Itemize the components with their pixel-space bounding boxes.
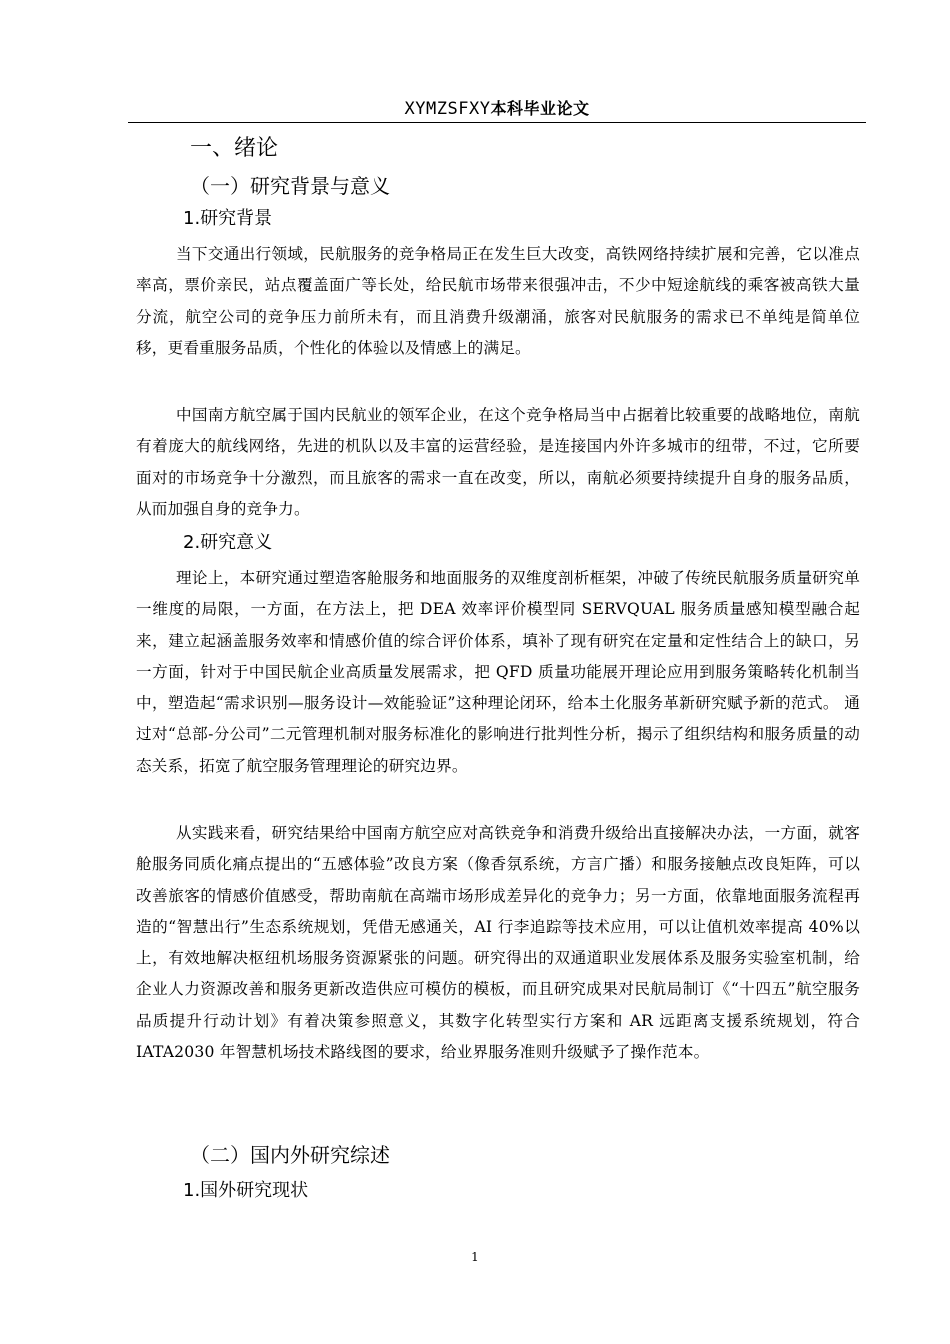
subsection-title-research-background: 1.研究背景 — [183, 208, 273, 229]
subsection-title-foreign-research: 1.国外研究现状 — [183, 1180, 309, 1201]
running-header — [128, 98, 866, 120]
section-title-background-significance: （一）研究背景与意义 — [190, 174, 390, 198]
paragraph-background-2: 中国南方航空属于国内民航业的领军企业，在这个竞争格局当中占据着比较重要的战略地位，南航有着庞大的航线网络，先进的机队以及丰富的运营经验，是连接国内外许多城市的纽带，不过，它所要面对的市场竞争十分激烈，而且旅客的需求一直在改变，所以，南航必须要持续提升自身的服务品质，从而加强自身的竞争力。 — [136, 406, 860, 518]
header-divider — [128, 122, 866, 123]
header-institution-code: XYMZSFXY — [404, 99, 491, 119]
paragraph-significance-theory: 理论上，本研究通过塑造客舱服务和地面服务的双维度剖析框架，冲破了传统民航服务质量研究单一维度的局限，一方面，在方法上，把 DEA 效率评价模型同 SERVQUAL 服务质量感知模型融合起来，建立起涵盖服务效率和情感价值的综合评价体系，填补了现有研究在定量和定性结合上的缺口，另一方面，针对于中国民航企业高质量发展需求，把 QFD 质量功能展开理论应用到服务策略转化机制当中，塑造起“需求识别—服务设计—效能验证”这种理论闭环，给本土化服务革新研究赋予新的范式。 通过对“总部-分公司”二元管理机制对服务标准化的影响进行批判性分析，揭示了组织结构和服务质量的动态关系，拓宽了航空服务管理理论的研究边界。 — [136, 569, 860, 775]
paragraph-background-1: 当下交通出行领域，民航服务的竞争格局正在发生巨大改变，高铁网络持续扩展和完善，它以准点率高，票价亲民，站点覆盖面广等长处，给民航市场带来很强冲击，不少中短途航线的乘客被高铁大量分流，航空公司的竞争压力前所未有，而且消费升级潮涌，旅客对民航服务的需求已不单纯是简单位移，更看重服务品质，个性化的体验以及情感上的满足。 — [136, 245, 860, 357]
subsection-title-research-significance: 2.研究意义 — [183, 532, 273, 553]
header-thesis-label: 本科毕业论文 — [490, 99, 590, 118]
section-title-literature-review: （二）国内外研究综述 — [190, 1143, 390, 1167]
page-number: 1 — [471, 1250, 479, 1264]
paragraph-significance-practice: 从实践来看，研究结果给中国南方航空应对高铁竞争和消费升级给出直接解决办法，一方面，就客舱服务同质化痛点提出的“五感体验”改良方案（像香氛系统，方言广播）和服务接触点改良矩阵，可以改善旅客的情感价值感受，帮助南航在高端市场形成差异化的竞争力；另一方面，依靠地面服务流程再造的“智慧出行”生态系统规划，凭借无感通关，AI 行李追踪等技术应用，可以让值机效率提高 40%以上，有效地解决枢纽机场服务资源紧张的问题。研究得出的双通道职业发展体系及服务实验室机制，给企业人力资源改善和服务更新改造供应可模仿的模板，而且研究成果对民航局制订《“十四五”航空服务品质提升行动计划》有着决策参照意义，其数字化转型实行方案和 AR 远距离支援系统规划，符合 IATA2030 年智慧机场技术路线图的要求，给业界服务准则升级赋予了操作范本。 — [136, 824, 860, 1062]
chapter-title: 一、绪论 — [190, 136, 279, 161]
